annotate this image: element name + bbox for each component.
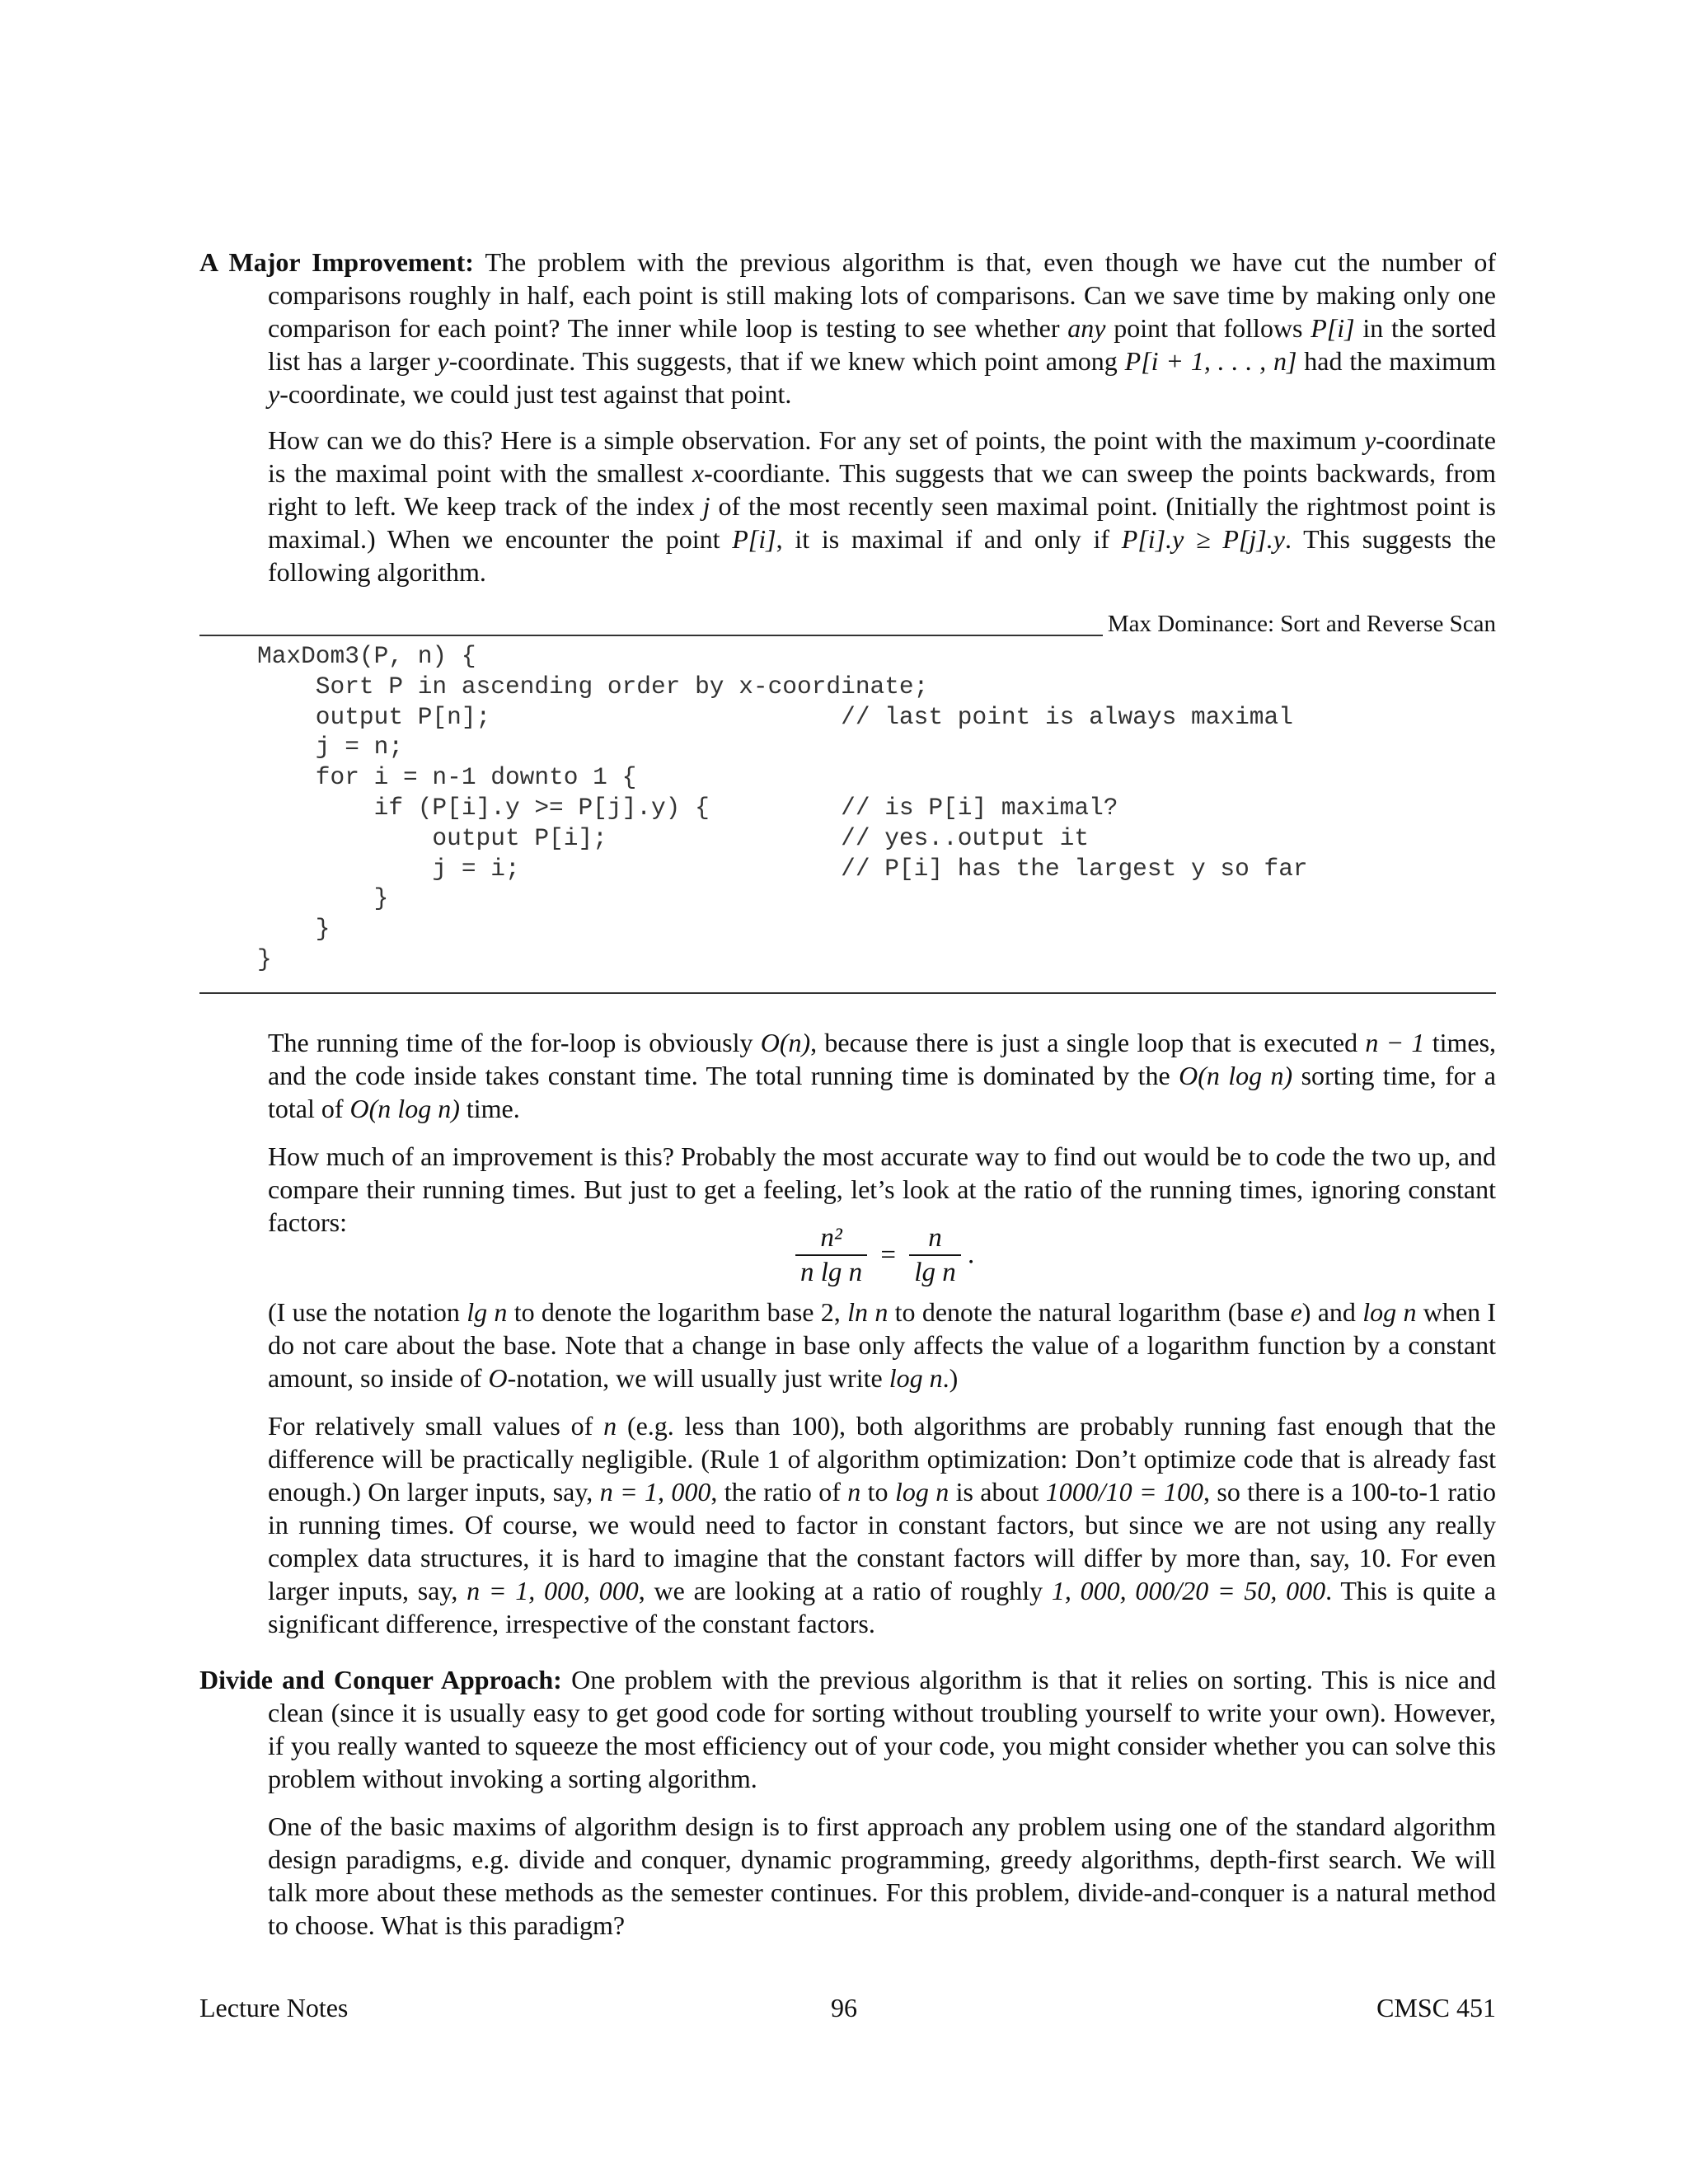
major-improvement-paragraph: A Major Improvement: The problem with the previous algorithm is that, even though we have cut the number of comparisons roughly in half, each point is still making lots of comparisons. Can we save time by making only one comparison for each point? The inner while loop is testing to see whether any point that follows P[i] in the sorted list has a larger y-coordinate. This suggests, that if we knew which point among P[i + 1, . . . , n] had the maximum y-coordinate, we could just test against that point. [199, 247, 1497, 409]
algorithm-code: MaxDom3(P, n) { Sort P in ascending order by x-coordinate; output P[n]; // last point is always maximal j = n; for i = n-1 downto 1 { if (P[i].y >= P[j].y) { // is P[i] maximal? output P[i]; // yes..output it j = i; // P[i] has the largest y so far } } } [257, 642, 1308, 973]
observation-paragraph: How can we do this? Here is a simple observation. For any set of points, the point with the maximum y-coordinate is the maximal point with the smallest x-coordiante. This suggests that we can sweep the points backwards, from right to left. We keep track of the index j of the most recently seen maximal point. (Initially the rightmost point is maximal.) When we encounter the point P[i], it is maximal if and only if P[i].y ≥ P[j].y. This suggests the following algorithm. [268, 425, 1497, 587]
footer-right: CMSC 451 [1376, 1993, 1496, 2022]
ratio-formula: $\frac{\text{n²}}{\text{n lg n}}$ = $\frac{n}{\text{lg n}}$ . [795, 1221, 974, 1289]
major-improvement-heading: A Major Improvement: [199, 247, 474, 277]
notation-paragraph: (I use the notation lg n to denote the logarithm base 2, ln n to denote the natural logarithm (base e) and log n when I do not care about the base. Note that a change in base only affects the value of a logarithm function by a constant amount, so inside of O-notation, we will usually just write log n.) [268, 1297, 1497, 1393]
algorithm-bottom-rule [199, 992, 1496, 994]
divide-conquer-heading: Divide and Conquer Approach: [199, 1665, 562, 1694]
improvement-question-paragraph: How much of an improvement is this? Probably the most accurate way to find out would be to code the two up, and compare their running times. But just to get a feeling, let’s look at the ratio of the running times, ignoring constant factors: [268, 1141, 1496, 1237]
small-values-paragraph: For relatively small values of n (e.g. less than 100), both algorithms are probably running fast enough that the difference will be practically negligible. (Rule 1 of algorithm optimization: Don’t optimize code that is already fast enough.) On larger inputs, say, n = 1, 000, the ratio of n to log n is about 1000/10 = 100, so there is a 100-to-1 ratio in running times. Of course, we would need to factor in constant factors, but since we are not using any really complex data structures, it is hard to imagine that the constant factors will differ by more than, say, 10. For even larger inputs, say, n = 1, 000, 000, we are looking at a ratio of roughly 1, 000, 000/20 = 50, 000. This is quite a significant difference, irrespective of the constant factors. [268, 1411, 1497, 1638]
running-time-paragraph: The running time of the for-loop is obviously O(n), because there is just a single loop that is executed n − 1 times, and the code inside takes constant time. The total running time is dominated by the O(n log n) sorting time, for a total of O(n log n) time. [268, 1028, 1497, 1123]
maxims-paragraph: One of the basic maxims of algorithm design is to first approach any problem using one of the standard algorithm design paradigms, e.g. divide and conquer, dynamic programming, greedy algorithms, depth-first search. We will talk more about these methods as the semester continues. For this problem, divide-and-conquer is a natural method to choose. What is this paradigm? [268, 1811, 1496, 1940]
algorithm-title: Max Dominance: Sort and Reverse Scan [1103, 610, 1496, 638]
divide-conquer-paragraph: Divide and Conquer Approach: One problem with the previous algorithm is that it relies on sorting. This is nice and clean (since it is usually easy to get good code for sorting without troubling yourself to write your own). However, if you really wanted to squeeze the most efficiency out of your code, you might consider whether you can solve this problem without invoking a sorting algorithm. [199, 1665, 1497, 1793]
page-number: 96 [831, 1993, 857, 2022]
formula-right-fraction: $\frac{n}{\text{lg n}}$ [909, 1221, 960, 1289]
formula-left-fraction: $\frac{\text{n²}}{\text{n lg n}}$ [795, 1221, 867, 1289]
footer-left: Lecture Notes [199, 1993, 349, 2022]
